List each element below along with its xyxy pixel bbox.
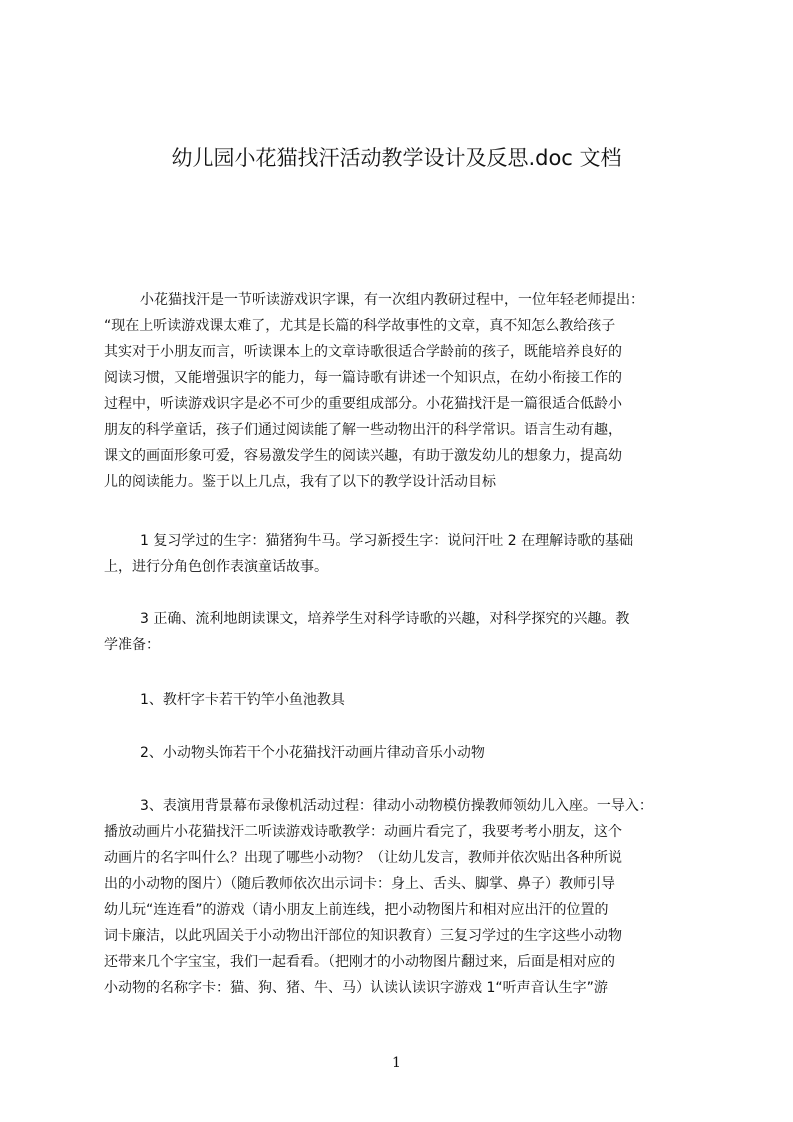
text-line: 出的小动物的图片）（随后教师依次出示词卡：身上、舌头、脚掌、鼻子）教师引导 xyxy=(104,876,615,892)
text-line: 其实对于小朋友而言，听读课本上的文章诗歌很适合学龄前的孩子，既能培养良好的 xyxy=(104,344,622,360)
text-line: 播放动画片小花猫找汗二听读游戏诗歌教学：动画片看完了，我要考考小朋友，这个 xyxy=(104,824,622,840)
text-line: 1 复习学过的生字：猫猪狗牛马。学习新授生字：说问汗吐 2 在理解诗歌的基础 xyxy=(140,533,634,549)
text-line: 词卡廉洁，以此巩固关于小动物出汗部位的知识教育）三复习学过的生字这些小动物 xyxy=(104,928,622,944)
text-line: 儿的阅读能力。鉴于以上几点，我有了以下的教学设计活动目标 xyxy=(104,474,496,490)
text-line: 学准备： xyxy=(104,637,160,653)
document-title: 幼儿园小花猫找汗活动教学设计及反思.doc 文档 xyxy=(171,146,622,170)
text-line: 3、表演用背景幕布录像机活动过程：律动小动物模仿操教师领幼儿入座。一导入： xyxy=(140,798,653,814)
page-number: 1 xyxy=(392,1055,401,1071)
text-line: 上，进行分角色创作表演童话故事。 xyxy=(104,559,328,575)
text-line: 课文的画面形象可爱，容易激发学生的阅读兴趣，有助于激发幼儿的想象力，提高幼 xyxy=(104,448,622,464)
text-line: 朋友的科学童话，孩子们通过阅读能了解一些动物出汗的科学常识。语言生动有趣， xyxy=(104,422,622,438)
paragraph-intro xyxy=(104,287,704,495)
text-line: 3 正确、流利地朗读课文，培养学生对科学诗歌的兴趣，对科学探究的兴趣。教 xyxy=(140,611,630,627)
text-line: 还带来几个字宝宝，我们一起看看。（把刚才的小动物图片翻过来，后面是相对应的 xyxy=(104,954,615,970)
paragraph-prep-2 xyxy=(104,740,704,766)
text-line: 动画片的名字叫什么？出现了哪些小动物？（让幼儿发言，教师并依次贴出各种所说 xyxy=(104,850,622,866)
text-line: “现在上听读游戏课太难了，尤其是长篇的科学故事性的文章，真不知怎么教给孩子 xyxy=(104,318,616,334)
text-line: 1、教杆字卡若干钓竿小鱼池教具 xyxy=(140,692,345,708)
text-line: 过程中，听读游戏识字是必不可少的重要组成部分。小花猫找汗是一篇很适合低龄小 xyxy=(104,396,622,412)
text-line: 小花猫找汗是一节听读游戏识字课，有一次组内教研过程中，一位年轻老师提出： xyxy=(140,292,644,308)
paragraph-prep-1 xyxy=(104,687,704,713)
text-line: 幼儿玩“连连看”的游戏（请小朋友上前连线，把小动物图片和相对应出汗的位置的 xyxy=(104,902,609,918)
paragraph-process xyxy=(104,793,704,1001)
text-line: 2、小动物头饰若干个小花猫找汗动画片律动音乐小动物 xyxy=(140,745,485,761)
paragraph-goal-3 xyxy=(104,606,704,658)
text-line: 阅读习惯，又能增强识字的能力，每一篇诗歌有讲述一个知识点，在幼小衔接工作的 xyxy=(104,370,622,386)
paragraph-goal-1 xyxy=(104,528,704,580)
text-line: 小动物的名称字卡：猫、狗、猪、牛、马）认读认读识字游戏 1“听声音认生字”游 xyxy=(104,980,608,996)
